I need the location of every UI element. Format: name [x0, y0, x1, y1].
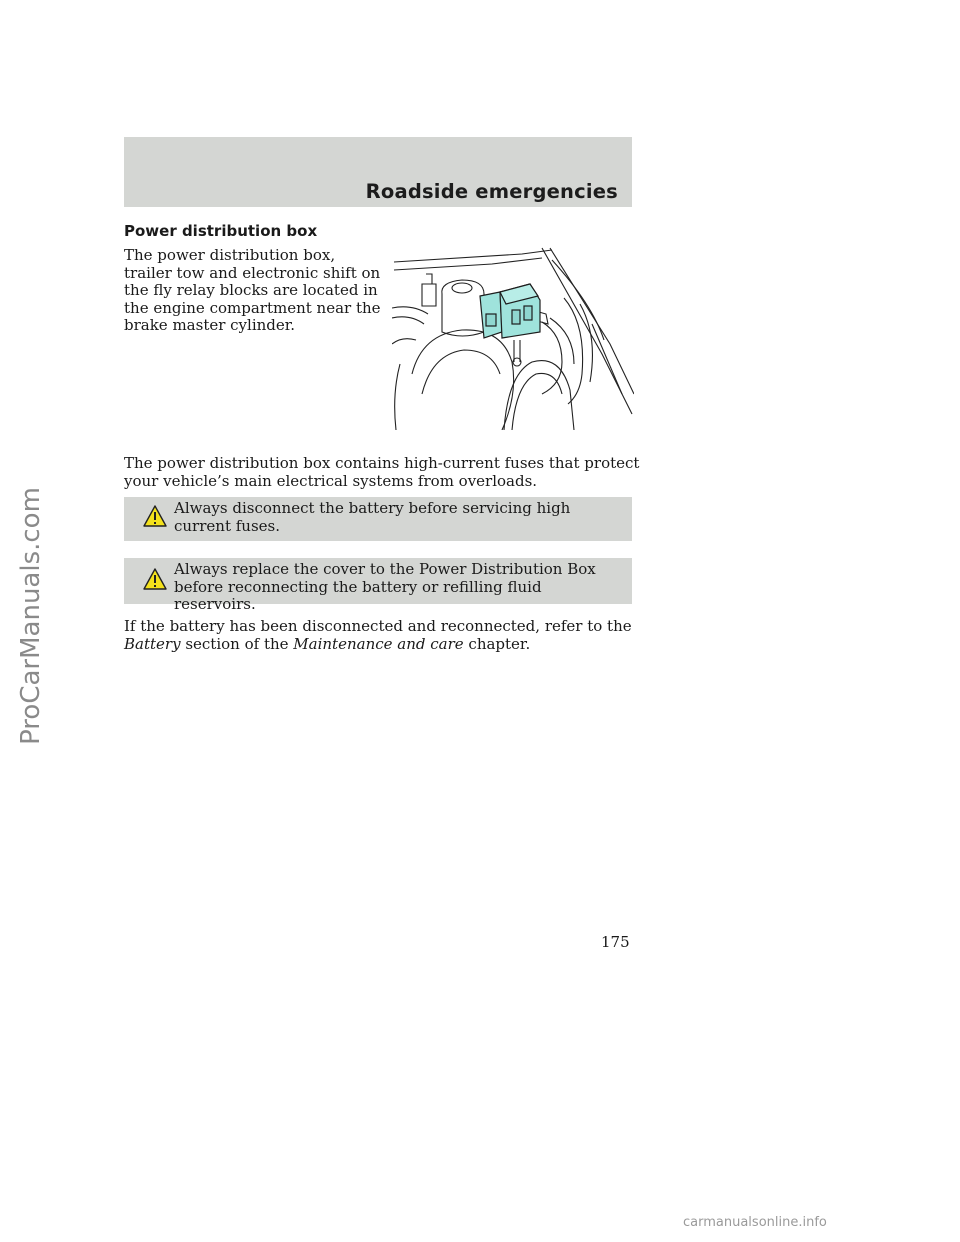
paragraph-battery-reference: [124, 618, 644, 653]
intro-paragraph: The power distribution box, trailer tow and electronic shift on the fly relay blocks are located in the engine compartment near the brake master cylinder.: [124, 246, 381, 334]
warning-box-cover: [124, 558, 632, 613]
footer-watermark: carmanualsonline.info: [683, 1215, 827, 1230]
text-part: chapter.: [468, 634, 531, 653]
side-watermark-text: ProCarManuals.com: [16, 487, 46, 745]
warning-box-disconnect: [124, 497, 632, 541]
warning-triangle-icon: [143, 568, 167, 590]
engine-compartment-illustration: [392, 244, 634, 430]
page-number: 175: [601, 933, 630, 951]
side-watermark: [0, 0, 60, 1242]
text-part: If the battery has been disconnected and reconnected, refer to the: [124, 617, 632, 635]
battery-section-reference: Battery: [124, 634, 181, 653]
section-heading: Power distribution box: [124, 222, 318, 240]
paragraph-fuse-description: The power distribution box contains high-current fuses that protect your vehicle’s main electrical systems from overloads.: [124, 454, 640, 490]
chapter-title: Roadside emergencies: [365, 180, 618, 203]
warning-triangle-icon: [143, 505, 167, 527]
chapter-reference: Maintenance and care: [293, 634, 464, 653]
warning-text: Always disconnect the battery before servicing high current fuses.: [174, 499, 571, 535]
warning-text: Always replace the cover to the Power Distribution Box before reconnecting the battery or refilling fluid reservoirs.: [174, 560, 596, 613]
text-part: section of the: [185, 634, 289, 653]
header-band: [124, 137, 632, 207]
